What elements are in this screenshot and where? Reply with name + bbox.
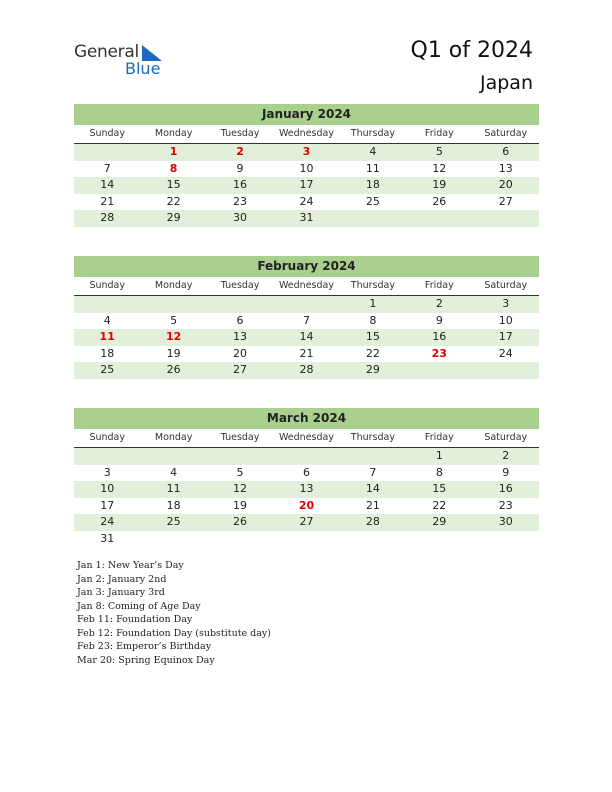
page-title: Q1 of 2024 xyxy=(410,38,533,63)
date-cell: 10 xyxy=(100,482,115,495)
brand-general-text: General xyxy=(74,42,139,62)
weekday-label: Wednesday xyxy=(278,128,334,139)
date-cell: 14 xyxy=(100,178,115,191)
weekday-label: Tuesday xyxy=(220,432,260,443)
date-cell: 3 xyxy=(502,297,510,310)
holiday-date-cell: 2 xyxy=(236,145,244,158)
week-row xyxy=(74,296,539,313)
brand-logo xyxy=(74,42,184,78)
date-cell: 12 xyxy=(432,161,447,175)
weekday-label: Tuesday xyxy=(220,280,260,291)
date-cell: 1 xyxy=(369,297,377,310)
date-cell: 27 xyxy=(233,363,248,376)
weekday-label: Saturday xyxy=(484,280,528,291)
date-cell: 21 xyxy=(365,498,380,512)
date-cell: 9 xyxy=(236,161,244,175)
date-cell: 19 xyxy=(166,346,181,360)
date-cell xyxy=(473,531,539,548)
date-cell: 3 xyxy=(103,465,111,479)
date-cell: 20 xyxy=(498,178,513,191)
date-cell: 27 xyxy=(299,515,314,528)
weekday-label: Wednesday xyxy=(278,432,334,443)
weekday-label: Friday xyxy=(424,432,454,443)
weekday-label: Thursday xyxy=(350,280,395,291)
holiday-date-cell: 1 xyxy=(169,145,178,158)
date-cell: 20 xyxy=(233,346,248,360)
date-cell: 29 xyxy=(365,363,380,376)
week-row xyxy=(74,498,539,515)
date-cell: 23 xyxy=(498,498,513,512)
date-cell: 7 xyxy=(302,313,310,327)
date-cell: 16 xyxy=(233,178,248,191)
holiday-note: Jan 1: New Year’s Day xyxy=(77,560,184,571)
date-cell: 2 xyxy=(502,449,510,462)
week-row xyxy=(74,481,539,498)
date-cell: 17 xyxy=(299,178,314,191)
date-cell: 4 xyxy=(369,145,377,158)
date-cell: 7 xyxy=(103,161,111,175)
date-cell xyxy=(406,210,472,227)
weekday-header-row xyxy=(74,429,539,448)
weekday-label: Thursday xyxy=(350,128,395,139)
brand-blue-text: Blue xyxy=(125,59,161,78)
date-cell: 23 xyxy=(233,194,248,208)
holiday-date-cell: 3 xyxy=(302,145,311,158)
date-cell xyxy=(207,531,273,548)
month-title: March 2024 xyxy=(74,408,539,429)
date-cell: 13 xyxy=(498,161,513,175)
month-calendar-february xyxy=(74,256,539,379)
month-calendar-march xyxy=(74,408,539,547)
week-row xyxy=(74,210,539,227)
week-row xyxy=(74,329,539,346)
date-cell: 21 xyxy=(100,194,115,208)
holiday-note: Feb 11: Foundation Day xyxy=(77,614,193,625)
weekday-label: Sunday xyxy=(89,432,125,443)
date-cell: 13 xyxy=(233,330,248,343)
weekday-header-row xyxy=(74,125,539,144)
date-cell: 24 xyxy=(100,515,115,528)
date-cell: 16 xyxy=(498,482,513,495)
date-cell: 21 xyxy=(299,346,314,360)
date-cell: 29 xyxy=(166,211,181,224)
holiday-note: Mar 20: Spring Equinox Day xyxy=(77,654,215,666)
weekday-label: Sunday xyxy=(89,280,125,291)
date-cell: 19 xyxy=(233,498,248,512)
date-cell: 24 xyxy=(498,346,513,360)
date-cell: 25 xyxy=(166,515,181,528)
date-cell: 24 xyxy=(299,194,314,208)
month-title: February 2024 xyxy=(74,256,539,277)
date-cell: 13 xyxy=(299,482,314,495)
month-calendar-january xyxy=(74,104,539,227)
date-cell xyxy=(140,531,206,548)
week-row xyxy=(74,362,539,379)
holiday-date-cell: 12 xyxy=(165,330,182,343)
week-row xyxy=(74,514,539,531)
date-cell: 26 xyxy=(432,194,447,208)
date-cell: 12 xyxy=(233,482,248,495)
date-cell: 6 xyxy=(302,465,310,479)
date-cell: 18 xyxy=(100,346,115,360)
week-row xyxy=(74,448,539,465)
weekday-header-row xyxy=(74,277,539,296)
week-row xyxy=(74,531,539,548)
date-cell xyxy=(74,296,140,313)
holiday-note: Jan 3: January 3rd xyxy=(77,587,165,598)
date-cell xyxy=(74,144,140,161)
holiday-note: Feb 12: Foundation Day (substitute day) xyxy=(77,627,271,639)
date-cell xyxy=(340,448,406,465)
date-cell: 9 xyxy=(502,465,510,479)
date-cell: 7 xyxy=(369,465,377,479)
date-cell: 11 xyxy=(365,161,380,175)
date-cell: 31 xyxy=(100,531,115,545)
date-cell: 17 xyxy=(100,498,115,512)
date-cell xyxy=(207,296,273,313)
date-cell: 14 xyxy=(365,482,380,495)
date-cell: 18 xyxy=(365,178,380,191)
date-cell: 28 xyxy=(365,515,380,528)
date-cell xyxy=(473,362,539,379)
date-cell: 28 xyxy=(100,211,115,224)
date-cell xyxy=(273,531,339,548)
date-cell xyxy=(406,531,472,548)
date-cell: 15 xyxy=(166,178,181,191)
country-name: Japan xyxy=(480,72,533,94)
date-cell xyxy=(140,296,206,313)
holiday-date-cell: 11 xyxy=(99,330,115,343)
date-cell: 15 xyxy=(432,482,447,495)
date-cell: 27 xyxy=(498,194,513,208)
date-cell: 9 xyxy=(435,313,443,327)
date-cell: 17 xyxy=(498,330,513,343)
date-cell: 26 xyxy=(233,515,248,528)
date-cell: 15 xyxy=(365,330,380,343)
holiday-note: Jan 2: January 2nd xyxy=(77,573,167,585)
weekday-label: Monday xyxy=(154,128,193,139)
date-cell: 2 xyxy=(435,297,443,310)
date-cell xyxy=(340,210,406,227)
weekday-label: Monday xyxy=(154,280,193,291)
holiday-note: Jan 8: Coming of Age Day xyxy=(77,600,201,612)
weekday-label: Thursday xyxy=(350,432,395,443)
date-cell: 19 xyxy=(432,178,447,191)
date-cell: 11 xyxy=(166,482,181,495)
weekday-label: Wednesday xyxy=(278,280,334,291)
date-cell xyxy=(406,362,472,379)
holiday-note: Feb 23: Emperor’s Birthday xyxy=(77,641,212,652)
date-cell: 8 xyxy=(369,313,377,327)
date-cell xyxy=(340,531,406,548)
date-cell: 10 xyxy=(498,313,513,327)
holiday-notes xyxy=(77,559,271,667)
date-cell xyxy=(473,210,539,227)
date-cell: 30 xyxy=(498,515,513,528)
date-cell: 14 xyxy=(299,330,314,343)
holiday-date-cell: 23 xyxy=(431,346,447,360)
date-cell: 18 xyxy=(166,498,181,512)
date-cell: 28 xyxy=(299,363,314,376)
date-cell: 22 xyxy=(166,194,181,208)
weekday-label: Saturday xyxy=(484,128,528,139)
date-cell: 22 xyxy=(432,498,447,512)
weekday-label: Tuesday xyxy=(220,128,260,139)
week-row xyxy=(74,346,539,363)
week-row xyxy=(74,194,539,211)
date-cell xyxy=(74,448,140,465)
date-cell: 5 xyxy=(170,313,178,327)
weekday-label: Friday xyxy=(424,280,454,291)
week-row xyxy=(74,144,539,161)
date-cell: 26 xyxy=(166,363,181,376)
week-row xyxy=(74,177,539,194)
date-cell: 25 xyxy=(365,194,380,208)
date-cell: 6 xyxy=(236,313,244,327)
date-cell: 8 xyxy=(435,465,443,479)
date-cell: 5 xyxy=(435,145,443,158)
date-cell: 1 xyxy=(435,449,443,462)
week-row xyxy=(74,161,539,178)
date-cell: 10 xyxy=(299,161,314,175)
date-cell xyxy=(140,448,206,465)
weekday-label: Monday xyxy=(154,432,193,443)
date-cell: 4 xyxy=(170,465,178,479)
holiday-date-cell: 20 xyxy=(298,498,315,512)
date-cell: 29 xyxy=(432,515,447,528)
date-cell: 30 xyxy=(233,211,248,224)
date-cell: 31 xyxy=(299,211,314,224)
weekday-label: Saturday xyxy=(484,432,528,443)
date-cell: 4 xyxy=(103,313,111,327)
date-cell: 6 xyxy=(502,145,510,158)
week-row xyxy=(74,465,539,482)
date-cell xyxy=(273,296,339,313)
date-cell: 22 xyxy=(365,346,380,360)
date-cell xyxy=(273,448,339,465)
weekday-label: Friday xyxy=(424,128,454,139)
date-cell xyxy=(207,448,273,465)
date-cell: 25 xyxy=(100,363,115,376)
holiday-date-cell: 8 xyxy=(169,161,178,175)
date-cell: 16 xyxy=(432,330,447,343)
month-title: January 2024 xyxy=(74,104,539,125)
date-cell: 5 xyxy=(236,465,244,479)
week-row xyxy=(74,313,539,330)
weekday-label: Sunday xyxy=(89,128,125,139)
